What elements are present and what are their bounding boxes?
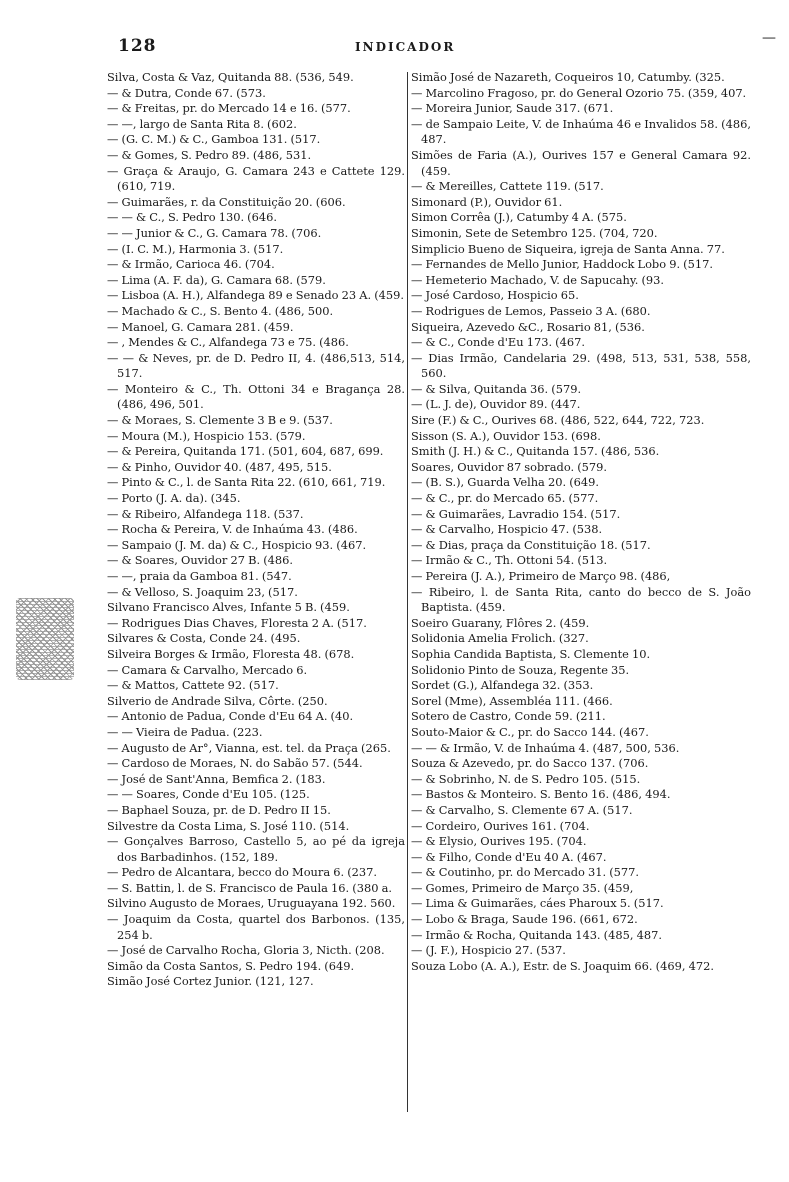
- directory-entry: — (G. C. M.) & C., Gamboa 131. (517.: [107, 132, 321, 147]
- directory-entry: Sorel (Mme), Assembléa 111. (466.: [411, 693, 613, 708]
- directory-entry: Silveira Borges & Irmão, Floresta 48. (678.: [107, 646, 355, 661]
- directory-entry: — José de Carvalho Rocha, Gloria 3, Nicth. (208.: [107, 943, 385, 958]
- directory-entry: — & Mereilles, Cattete 119. (517.: [411, 179, 604, 194]
- directory-entry: Silvares & Costa, Conde 24. (495.: [107, 631, 301, 646]
- directory-entry: — (L. J. de), Ouvidor 89. (447.: [411, 397, 581, 412]
- directory-entry: — & Filho, Conde d'Eu 40 A. (467.: [411, 849, 607, 864]
- directory-entry: Simões de Faria (A.), Ourives 157 e General Camara 92. (459.: [411, 147, 751, 178]
- directory-entry: — Lisboa (A. H.), Alfandega 89 e Senado 23 A. (459.: [107, 288, 405, 303]
- directory-entry: — & Velloso, S. Joaquim 23, (517.: [107, 584, 298, 599]
- directory-entry: — Irmão & Rocha, Quitanda 143. (485, 487.: [411, 927, 662, 942]
- directory-entry: — & Ribeiro, Alfandega 118. (537.: [107, 506, 304, 521]
- directory-entry: Soares, Ouvidor 87 sobrado. (579.: [411, 459, 608, 474]
- directory-entry: Solidonio Pinto de Souza, Regente 35.: [411, 662, 630, 677]
- directory-entry: — , Mendes & C., Alfandega 73 e 75. (486.: [107, 335, 349, 350]
- directory-entry: — Marcolino Fragoso, pr. do General Ozorio 75. (359, 407.: [411, 85, 747, 100]
- directory-entry: — & Dutra, Conde 67. (573.: [107, 85, 266, 100]
- directory-entry: — Cardoso de Moraes, N. do Sabão 57. (544.: [107, 756, 363, 771]
- directory-entry: — José de Sant'Anna, Bemfica 2. (183.: [107, 771, 326, 786]
- directory-entry: — Hemeterio Machado, V. de Sapucahy. (93.: [411, 272, 665, 287]
- directory-entry: — & Carvalho, S. Clemente 67 A. (517.: [411, 802, 633, 817]
- directory-entry: — & C., Conde d'Eu 173. (467.: [411, 335, 585, 350]
- directory-entry: — Rodrigues Dias Chaves, Floresta 2 A. (517.: [107, 615, 367, 630]
- directory-entry: Silvestre da Costa Lima, S. José 110. (514.: [107, 818, 350, 833]
- directory-entry: — & Silva, Quitanda 36. (579.: [411, 381, 582, 396]
- directory-entry: — Baphael Souza, pr. de D. Pedro II 15.: [107, 802, 331, 817]
- directory-entry: — & Soares, Ouvidor 27 B. (486.: [107, 553, 293, 568]
- directory-entry: — Dias Irmão, Candelaria 29. (498, 513, 531, 538, 558, 560.: [411, 350, 751, 381]
- directory-entry: Silva, Costa & Vaz, Quitanda 88. (536, 549.: [107, 70, 354, 84]
- directory-entry: — & Dias, praça da Constituição 18. (517.: [411, 537, 651, 552]
- directory-entry: — & Pereira, Quitanda 171. (501, 604, 687, 699.: [107, 444, 384, 459]
- directory-entry: — & Gomes, S. Pedro 89. (486, 531.: [107, 147, 312, 162]
- directory-entry: — & Sobrinho, N. de S. Pedro 105. (515.: [411, 771, 641, 786]
- directory-entry: — — Soares, Conde d'Eu 105. (125.: [107, 787, 310, 802]
- directory-entry: Smith (J. H.) & C., Quitanda 157. (486, 536.: [411, 444, 660, 459]
- directory-entry: Simão José Cortez Junior. (121, 127.: [107, 974, 314, 989]
- directory-entry: — & Mattos, Cattete 92. (517.: [107, 678, 279, 693]
- directory-entry: Sisson (S. A.), Ouvidor 153. (698.: [411, 428, 601, 443]
- directory-entry: — — & Irmão, V. de Inhaúma 4. (487, 500, 536.: [411, 740, 680, 755]
- directory-entry: — Pereira (J. A.), Primeiro de Março 98. (486,: [411, 569, 671, 583]
- directory-entry: — Irmão & C., Th. Ottoni 54. (513.: [411, 553, 608, 568]
- directory-entry: — Pinto & C., l. de Santa Rita 22. (610, 661, 719.: [107, 475, 386, 490]
- directory-entry: — Antonio de Padua, Conde d'Eu 64 A. (40.: [107, 709, 354, 724]
- directory-entry: Soeiro Guarany, Flôres 2. (459.: [411, 615, 590, 630]
- library-stamp: [16, 598, 74, 680]
- directory-entry: Simonin, Sete de Setembro 125. (704, 720.: [411, 225, 658, 240]
- directory-entry: — Camara & Carvalho, Mercado 6.: [107, 662, 308, 677]
- directory-entry: — José Cardoso, Hospicio 65.: [411, 288, 579, 303]
- directory-entry: — Rocha & Pereira, V. de Inhaúma 43. (486.: [107, 522, 358, 537]
- directory-entry: — & Guimarães, Lavradio 154. (517.: [411, 506, 621, 521]
- directory-entry: — & Irmão, Carioca 46. (704.: [107, 257, 275, 272]
- directory-entry: — & Coutinho, pr. do Mercado 31. (577.: [411, 865, 639, 880]
- directory-entry: Siqueira, Azevedo &C., Rosario 81, (536.: [411, 319, 645, 334]
- directory-entry: Silverio de Andrade Silva, Côrte. (250.: [107, 693, 328, 708]
- directory-entry: — Lima & Guimarães, cáes Pharoux 5. (517.: [411, 896, 664, 911]
- directory-entry: — —, largo de Santa Rita 8. (602.: [107, 116, 297, 131]
- directory-entry: Souza Lobo (A. A.), Estr. de S. Joaquim 66. (469, 472.: [411, 958, 714, 973]
- directory-entry: Simão da Costa Santos, S. Pedro 194. (649.: [107, 958, 355, 973]
- directory-entry: — Rodrigues de Lemos, Passeio 3 A. (680.: [411, 303, 651, 318]
- directory-entry: Simonard (P.), Ouvidor 61.: [411, 194, 563, 209]
- directory-entry: — Joaquim da Costa, quartel dos Barbonos. (135, 254 b.: [107, 912, 405, 942]
- directory-entry: — & Freitas, pr. do Mercado 14 e 16. (577.: [107, 101, 351, 116]
- directory-entry: Souto-Maior & C., pr. do Sacco 144. (467.: [411, 724, 649, 739]
- directory-entry: Simon Corrêa (J.), Catumby 4 A. (575.: [411, 210, 627, 225]
- directory-entry: — — & Neves, pr. de D. Pedro II, 4. (486,513, 514, 517.: [107, 350, 405, 381]
- directory-entry: — — & C., S. Pedro 130. (646.: [107, 210, 277, 225]
- directory-entry: — Bastos & Monteiro. S. Bento 16. (486, 494.: [411, 787, 671, 802]
- directory-entry: — Guimarães, r. da Constituição 20. (606.: [107, 194, 346, 209]
- directory-entry: — Moura (M.), Hospicio 153. (579.: [107, 428, 306, 443]
- directory-entry: — Machado & C., S. Bento 4. (486, 500.: [107, 303, 334, 318]
- directory-entry: — Augusto de Ar°, Vianna, est. tel. da Praça (265.: [107, 740, 391, 755]
- directory-entry: — & C., pr. do Mercado 65. (577.: [411, 491, 599, 506]
- directory-entry: — Sampaio (J. M. da) & C., Hospicio 93. (467.: [107, 537, 367, 552]
- directory-entry: Sotero de Castro, Conde 59. (211.: [411, 709, 606, 724]
- column-divider: [407, 72, 408, 1112]
- directory-entry: — Gomes, Primeiro de Março 35. (459,: [411, 880, 634, 895]
- directory-entry: — Ribeiro, l. de Santa Rita, canto do becco de S. João Baptista. (459.: [411, 584, 751, 615]
- directory-entry: — & Carvalho, Hospicio 47. (538.: [411, 522, 603, 537]
- running-head: INDICADOR: [355, 40, 456, 54]
- directory-entry: — —, praia da Gamboa 81. (547.: [107, 569, 292, 583]
- directory-entry: — Manoel, G. Camara 281. (459.: [107, 319, 294, 334]
- directory-entry: Solidonia Amelia Frolich. (327.: [411, 631, 589, 646]
- directory-entry: Silvano Francisco Alves, Infante 5 B. (459.: [107, 600, 350, 615]
- directory-entry: — & Pinho, Ouvidor 40. (487, 495, 515.: [107, 459, 332, 474]
- directory-entry: Sophia Candida Baptista, S. Clemente 10.: [411, 646, 651, 661]
- directory-entry: — & Moraes, S. Clemente 3 B e 9. (537.: [107, 413, 333, 428]
- directory-entry: — S. Battin, l. de S. Francisco de Paula 16. (380 a.: [107, 880, 393, 895]
- directory-entry: — Monteiro & C., Th. Ottoni 34 e Bragança 28. (486, 496, 501.: [107, 381, 405, 412]
- directory-entry: — Lobo & Braga, Saude 196. (661, 672.: [411, 912, 638, 927]
- directory-entry: — — Vieira de Padua. (223.: [107, 724, 263, 739]
- directory-entry: — Gonçalves Barroso, Castello 5, ao pé da igreja dos Barbadinhos. (152, 189.: [107, 834, 405, 864]
- directory-entry: Silvino Augusto de Moraes, Uruguayana 192. 560.: [107, 896, 396, 911]
- directory-entry: Simplicio Bueno de Siqueira, igreja de Santa Anna. 77.: [411, 241, 725, 256]
- left-column: [107, 70, 405, 990]
- directory-entry: — Cordeiro, Ourives 161. (704.: [411, 818, 590, 833]
- directory-entry: — (I. C. M.), Harmonia 3. (517.: [107, 241, 284, 256]
- directory-entry: — Fernandes de Mello Junior, Haddock Lobo 9. (517.: [411, 257, 713, 272]
- directory-entry: Souza & Azevedo, pr. do Sacco 137. (706.: [411, 756, 649, 771]
- directory-entry: — Porto (J. A. da). (345.: [107, 491, 241, 506]
- directory-entry: — (B. S.), Guarda Velha 20. (649.: [411, 475, 599, 490]
- page-number: 128: [118, 36, 157, 56]
- directory-entry: — & Elysio, Ourives 195. (704.: [411, 834, 587, 849]
- directory-entry: — de Sampaio Leite, V. de Inhaúma 46 e Invalidos 58. (486, 487.: [411, 116, 751, 147]
- directory-entry: — Moreira Junior, Saude 317. (671.: [411, 101, 614, 116]
- directory-entry: — (J. F.), Hospicio 27. (537.: [411, 943, 566, 958]
- directory-entry: Sordet (G.), Alfandega 32. (353.: [411, 678, 594, 693]
- directory-entry: Simão José de Nazareth, Coqueiros 10, Catumby. (325.: [411, 70, 725, 84]
- directory-entry: Sire (F.) & C., Ourives 68. (486, 522, 644, 722, 723.: [411, 413, 705, 428]
- directory-entry: — — Junior & C., G. Camara 78. (706.: [107, 225, 322, 240]
- directory-entry: — Pedro de Alcantara, becco do Moura 6. (237.: [107, 865, 378, 880]
- corner-mark: —: [762, 30, 776, 46]
- directory-entry: — Graça & Araujo, G. Camara 243 e Cattete 129. (610, 719.: [107, 163, 405, 194]
- directory-entry: — Lima (A. F. da), G. Camara 68. (579.: [107, 272, 326, 287]
- right-column: [411, 70, 751, 974]
